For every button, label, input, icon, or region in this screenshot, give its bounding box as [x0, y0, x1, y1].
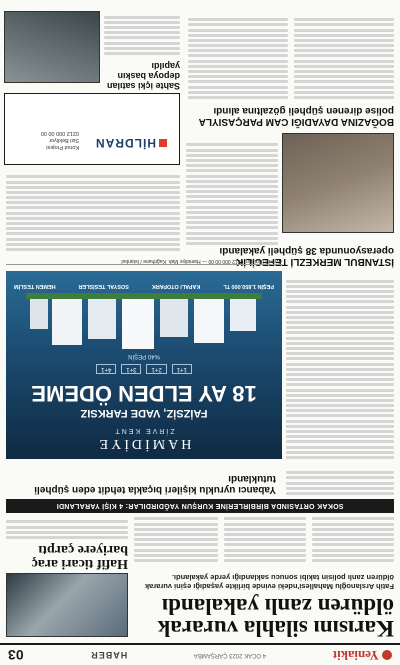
lead-deck: Fatih Arslanoğlu Mahallesi'ndeki evinde birlikte yaşadığı eşini vurarak öldüren zanlı polisin takibi sonucu saklandığı yerde yakalandı.: [144, 573, 394, 591]
story-headline: Hafif ticari araç bariyere çarptı: [31, 542, 128, 571]
brand-mark-icon: [159, 139, 167, 147]
story-photo: [282, 133, 394, 233]
story-headline: Yabancı uyruklu kişileri bıçakla tehdit eden şüpheli tutuklandı: [34, 473, 276, 495]
ad-feature: PEŞİN 1.850.000 TL: [223, 283, 274, 289]
newspaper-logo: Yeniakit: [333, 647, 392, 663]
body-column: [224, 516, 306, 562]
body-column: [104, 9, 180, 55]
ad-features: [14, 283, 274, 289]
unit-type: 2+1: [147, 364, 167, 374]
page-number: 03: [8, 647, 24, 663]
ad-title: FAİZSİZ, VADE FARKSIZ: [80, 407, 208, 419]
body-column: [134, 516, 218, 562]
section-label: HABER: [90, 650, 128, 660]
unit-type: 1+1: [172, 364, 192, 374]
ad2-info: [41, 129, 79, 150]
story-photo: [4, 11, 100, 83]
ad2-logo: HİLDRAN: [95, 136, 167, 150]
real-estate-ad: [6, 271, 282, 459]
buildings-illustration: [26, 293, 262, 349]
ad-feature: KAPALI OTOPARK: [151, 283, 201, 289]
ad-subbrand: ZİRVE KENT: [113, 427, 175, 434]
ad-contact: Ayrıntılı bilgi için: 0212 000 00 00 — Hamidiye Mah. Kağıthane / İstanbul: [6, 254, 282, 265]
ad2-info-line: Sizi Bekliyor: [49, 137, 79, 143]
story-photo: [6, 573, 128, 637]
story-headline: Sahte içki satılan depoya baskın yapıldı: [106, 61, 180, 91]
logo-mark-icon: [382, 650, 392, 660]
story-headline: BOĞAZINA DAYADIĞI CAM PARÇASIYLA polise direnen şüpheli gözaltına alındı: [198, 105, 394, 127]
unit-type: 3+1: [121, 364, 141, 374]
masthead: [0, 643, 400, 665]
news-strip: SOKAK ORTASINDA BİRBİRLERİNE KURŞUN YAĞDIRDILAR: 4 KİŞİ YARALANDI: [6, 499, 394, 513]
hildran-ad: [4, 93, 180, 165]
ad-unit-types: [56, 364, 232, 374]
issue-date: 4 OCAK 2023 ÇARŞAMBA: [193, 652, 267, 658]
body-column: [6, 169, 180, 251]
body-column: [6, 515, 128, 539]
story-headline: İSTANBUL MERKEZLİ TEFECİLİK operasyonunda 38 şüpheli yakalandı: [219, 245, 394, 267]
body-column: [294, 9, 394, 99]
ad-feature: HEMEN TESLİM: [14, 283, 56, 289]
ad-brand: HAMİDİYE: [96, 436, 192, 451]
lead-headline: Karısını silahla vurarak öldüren zanlı yakalandı: [157, 594, 394, 641]
ad-feature: SOSYAL TESİSLER: [78, 283, 129, 289]
body-column: [186, 133, 278, 245]
ad2-info-line: Konut Projesi: [46, 144, 79, 150]
unit-type: 4+1: [96, 364, 116, 374]
ad-offer: 18 AY ELDEN ÖDEME: [31, 381, 257, 406]
ad2-info-line: 0212 000 00 00: [40, 130, 79, 136]
ad-terms: %40 PEŞİN: [128, 353, 160, 359]
body-column: [286, 465, 394, 495]
body-column: [188, 9, 288, 99]
body-column: [312, 516, 394, 562]
body-column: [286, 271, 394, 459]
